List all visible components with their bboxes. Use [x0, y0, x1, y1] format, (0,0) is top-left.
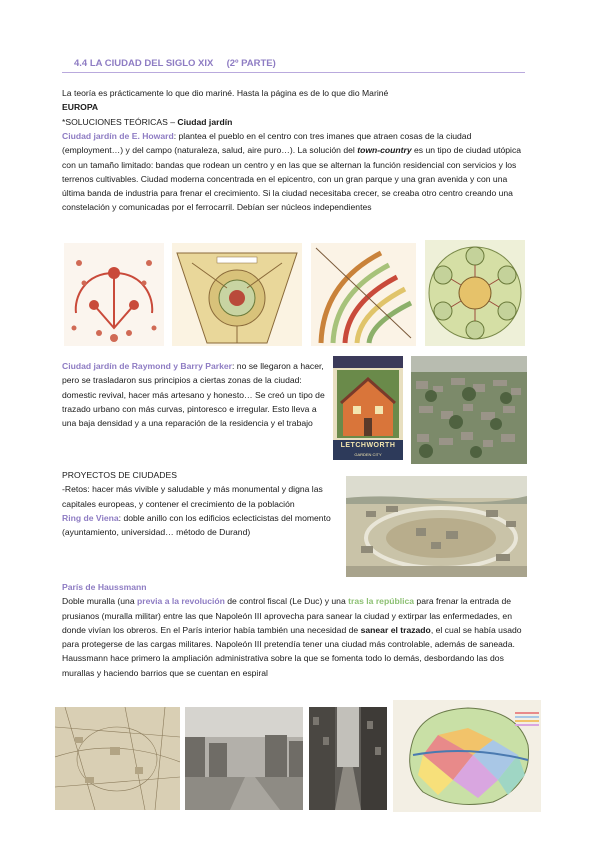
haussmann-highlight-3: sanear el trazado — [360, 624, 431, 635]
section-header — [74, 58, 524, 69]
paris-districts-map — [393, 700, 541, 812]
vienna-panorama-image — [346, 476, 527, 577]
haussmann-text-2: de control fiscal (Le Duc) y una — [224, 596, 349, 607]
haussmann-text-3: para frenar la entrada de prusianos (muralla militar) entre las que Napoleón III aprovecha para sanear la ciudad y extirpar las enfermedades, en donde vivían los obreros. En el París interior había también una necesidad de — [62, 596, 512, 635]
proyectos-block — [62, 468, 337, 539]
soluciones-line — [62, 115, 532, 129]
parker-title: Ciudad jardín de Raymond y Barry Parker — [62, 361, 233, 371]
section-title: 4.4 LA CIUDAD DEL SIGLO XIX — [74, 58, 214, 69]
parker-paragraph — [62, 359, 327, 430]
haussmann-highlight-2: tras la república — [348, 596, 415, 607]
haussmann-paragraph — [62, 594, 532, 680]
viena-title: Ring de Viena — [62, 512, 119, 523]
soluciones-prefix: *SOLUCIONES TEÓRICAS – — [62, 116, 178, 127]
haussmann-block — [62, 580, 532, 680]
proyectos-title: PROYECTOS DE CIUDADES — [62, 470, 177, 480]
howard-diagram-3 — [311, 243, 416, 346]
haussmann-highlight-1: previa a la revolución — [137, 596, 225, 607]
howard-text-b: es un tipo de ciudad utópica con un tamaño limitado: bandas que rodean un centro y en las que se alternan la función residencial con servicios y los terrenos cultivables. Ciudad moderna concentrada en el epicentro, con un gran parque y una gran avenida y con una última banda de industria para frenar el crecimiento. Si la ciudad necesitaba crecer, se creaba otro centro creando una constelación y comunicadas por el ferrocarril. Debían ser núcleos independientes — [62, 145, 522, 213]
intro-block — [62, 86, 532, 129]
garden-city-aerial-photo — [411, 356, 527, 464]
letchworth-poster — [333, 356, 403, 460]
howard-diagram-1 — [64, 243, 164, 346]
parker-text: : no se llegaron a hacer, pero se trasladaron sus principios a ciertas zonas de la ciudad: domestic revival, hacer más artesano y honesto… Se creó un tipo de trazado urbano con más curvas, pintoresco e irregular. Esto lleva a una baja densidad y a una reparación de la residencia y el trabajo — [62, 361, 325, 429]
viena-paragraph — [62, 511, 337, 540]
howard-diagram-2 — [172, 243, 302, 346]
poster-subtitle: GARDEN CITY — [354, 452, 382, 457]
haussmann-text-1: Doble muralla (una — [62, 596, 137, 607]
howard-text-a: : plantea el pueblo en el centro con tres imanes que atraen cosas de la ciudad (employment…) y del campo (naturaleza, salud, aire puro…). La solución del — [62, 131, 472, 156]
intro-line: La teoría es prácticamente lo que dio mariné. Hasta la página es de lo que dio Mariné — [62, 88, 389, 98]
paris-historic-photo-1 — [185, 707, 303, 810]
viena-text: : doble anillo con los edificios eclecticistas del momento (ayuntamiento, universidad… método de Durand) — [62, 512, 331, 538]
europa-heading: EUROPA — [62, 102, 99, 113]
header-rule — [62, 72, 525, 73]
paris-old-map-image — [55, 707, 180, 810]
howard-diagram-4 — [425, 240, 525, 346]
howard-highlight: town-country — [357, 145, 412, 156]
howard-paragraph — [62, 129, 532, 215]
poster-title: LETCHWORTH — [340, 442, 396, 449]
proyectos-retos: -Retos: hacer más vivible y saludable y más monumental y digna las capitales europeas, y contener el crecimiento de la población — [62, 484, 323, 509]
howard-title: Ciudad jardín de E. Howard — [62, 131, 174, 141]
section-part: (2º PARTE) — [226, 58, 276, 69]
paris-historic-photo-2 — [309, 707, 387, 810]
soluciones-bold: Ciudad jardín — [177, 116, 233, 127]
haussmann-title: París de Haussmann — [62, 582, 147, 592]
haussmann-text-4: , el cual se había usado para protegerse de las cargas militares. Napoleón III pretendía tener una ciudad más controlable, además de saneada. Haussmann hace primero la ampliación administrativa sobre la que se fomenta todo lo demás, desbordando las dos murallas y haciendo barrios que se cuentan en espiral — [62, 624, 522, 678]
